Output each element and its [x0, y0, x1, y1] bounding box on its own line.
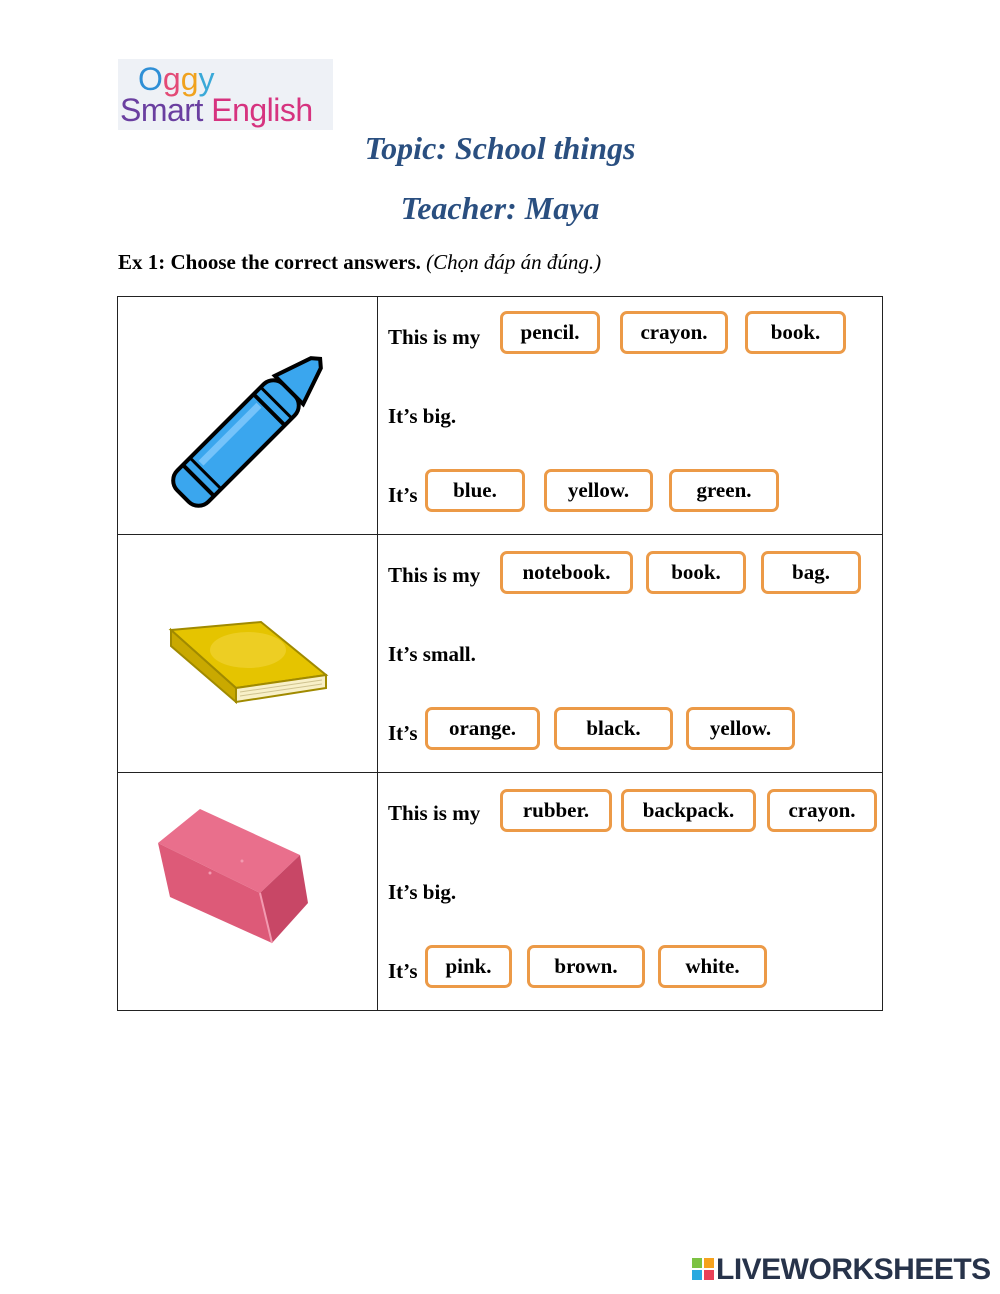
table-row: [118, 535, 883, 773]
option-book[interactable]: book.: [646, 551, 746, 594]
logo-space: [203, 92, 211, 128]
option-yellow[interactable]: yellow.: [544, 469, 653, 512]
option-orange[interactable]: orange.: [425, 707, 540, 750]
option-blue[interactable]: blue.: [425, 469, 525, 512]
option-pink[interactable]: pink.: [425, 945, 512, 988]
option-pencil[interactable]: pencil.: [500, 311, 600, 354]
eraser-image: [150, 803, 345, 953]
oggy-logo: [118, 59, 333, 130]
liveworksheets-brand: LIVEWORKSHEETS: [716, 1253, 991, 1286]
table-row: [118, 297, 883, 535]
statement: It’s big.: [388, 404, 457, 428]
instruction-label: Ex 1: Choose the correct answers.: [118, 250, 421, 274]
option-green[interactable]: green.: [669, 469, 779, 512]
teacher-title: Teacher: Maya: [400, 190, 600, 226]
option-white[interactable]: white.: [658, 945, 767, 988]
crayon-image: [158, 341, 338, 521]
option-brown[interactable]: brown.: [527, 945, 645, 988]
logo-letter: g: [162, 61, 181, 97]
prompt-its: It’s: [388, 959, 418, 983]
option-rubber[interactable]: rubber.: [500, 789, 612, 832]
liveworksheets-icon: [692, 1258, 714, 1280]
prompt-its: It’s: [388, 721, 418, 745]
option-bag[interactable]: bag.: [761, 551, 861, 594]
prompt-its: It’s: [388, 483, 418, 507]
book-image: [166, 610, 331, 710]
statement: It’s big.: [388, 880, 457, 904]
option-yellow[interactable]: yellow.: [686, 707, 795, 750]
logo-letter: g: [180, 61, 199, 97]
prompt-this-is-my: This is my: [388, 801, 481, 825]
option-book[interactable]: book.: [745, 311, 846, 354]
option-backpack[interactable]: backpack.: [621, 789, 756, 832]
picture-cell: [118, 297, 378, 535]
exercise-table: [117, 296, 883, 1011]
option-notebook[interactable]: notebook.: [500, 551, 633, 594]
option-crayon[interactable]: crayon.: [620, 311, 728, 354]
instruction: [118, 250, 601, 275]
logo-line-smart-english: [120, 92, 313, 128]
picture-cell: [118, 535, 378, 773]
statement: It’s small.: [388, 642, 476, 666]
question-cell: [378, 297, 883, 535]
logo-letter: O: [138, 61, 163, 97]
prompt-this-is-my: This is my: [388, 325, 481, 349]
question-cell: [378, 773, 883, 1011]
question-cell: [378, 535, 883, 773]
option-black[interactable]: black.: [554, 707, 673, 750]
picture-cell: [118, 773, 378, 1011]
prompt-this-is-my: This is my: [388, 563, 481, 587]
logo-word: Smart: [120, 92, 203, 128]
logo-word: English: [211, 92, 313, 128]
topic-title: Topic: School things: [364, 130, 636, 166]
table-row: [118, 773, 883, 1011]
option-crayon[interactable]: crayon.: [767, 789, 877, 832]
instruction-translation: (Chọn đáp án đúng.): [426, 250, 602, 274]
logo-letter: y: [198, 61, 215, 97]
